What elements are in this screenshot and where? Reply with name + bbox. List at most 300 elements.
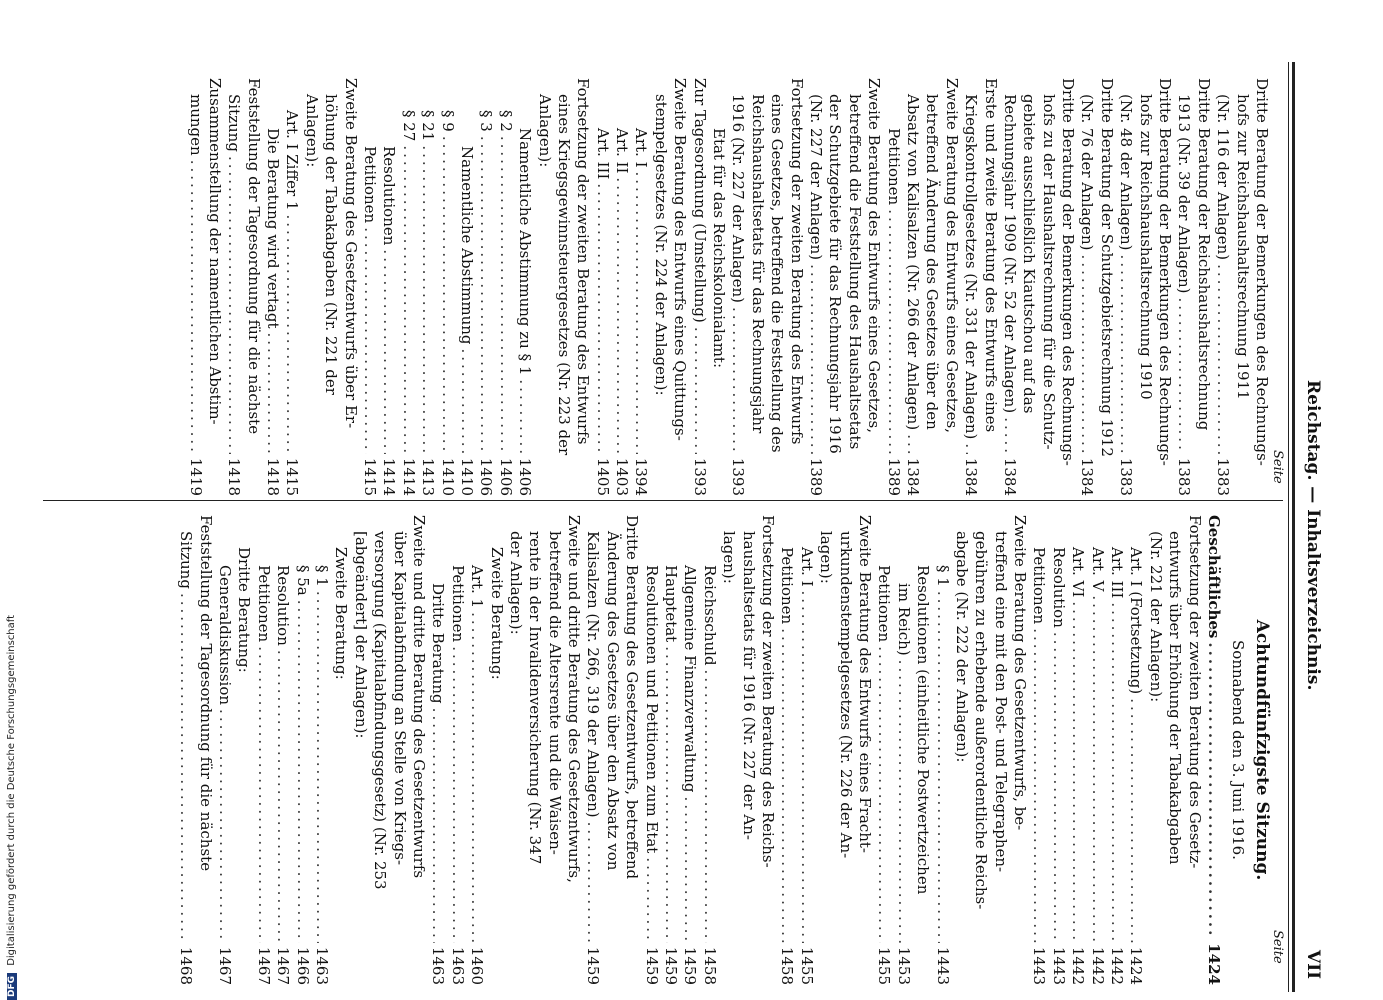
toc-entry <box>1184 515 1203 985</box>
entry-page: 1384 <box>1078 457 1097 496</box>
entry-text: Zusammenstellung der namentlichen Abstim- <box>205 78 224 425</box>
leader-dots <box>689 327 708 454</box>
entry-text: Petitionen <box>884 128 903 206</box>
entry-text: (Nr. 48 der Anlagen) <box>1117 94 1136 251</box>
leader-dots <box>1213 264 1232 454</box>
toc-entry <box>1145 515 1164 985</box>
leader-dots <box>1048 632 1067 943</box>
entry-page: 1410 <box>438 457 457 496</box>
toc-entry <box>661 515 680 985</box>
entry-text: hofs zu der Haushaltsrechnung für die Schutz- <box>1039 94 1058 450</box>
toc-entry <box>1019 78 1038 496</box>
entry-text: mungen <box>186 94 205 156</box>
toc-entry <box>1204 515 1223 985</box>
toc-entry <box>1193 78 1212 496</box>
leader-dots <box>612 177 631 453</box>
entry-text: Dritte Beratung der Bemerkungen des Rechnungs- <box>1059 78 1078 466</box>
entry-text: Petitionen <box>875 565 894 643</box>
toc-entry <box>738 515 757 985</box>
entry-text: treffend eine mit den Post- und Telegraphen- <box>991 531 1010 873</box>
leader-dots <box>777 628 796 943</box>
entry-page: 1406 <box>516 457 535 496</box>
entry-page: 1463 <box>313 946 332 985</box>
leader-dots <box>1000 417 1019 454</box>
toc-entry <box>1155 78 1174 496</box>
toc-entry <box>651 78 670 496</box>
entry-text: betreffend die Feststellung des Haushaltsetats <box>845 94 864 450</box>
toc-entry <box>961 78 980 496</box>
entry-text: Zweite Beratung: <box>332 547 351 680</box>
leader-dots <box>1107 602 1126 942</box>
entry-page: 1393 <box>729 457 748 496</box>
leader-dots <box>1126 698 1145 943</box>
toc-entry <box>1068 515 1087 985</box>
toc-entry <box>767 78 786 496</box>
entry-text: Resolutionen und Petitionen zum Etat <box>642 565 661 854</box>
entry-text: Art. II <box>613 128 632 174</box>
toc-entry <box>370 515 389 985</box>
toc-entry <box>457 78 476 496</box>
entry-text: Kriegskontrollgesetzes (Nr. 331 der Anlagen) <box>962 94 981 440</box>
entry-text: im Reich) <box>894 583 913 656</box>
leader-dots <box>903 434 922 454</box>
leader-dots <box>360 227 379 454</box>
toc-entry <box>573 78 592 496</box>
toc-entry <box>1087 515 1106 985</box>
entry-text: Zweite Beratung des Entwurfs eines Gesetzes, <box>942 78 961 433</box>
toc-entry <box>1126 515 1145 985</box>
leader-dots <box>215 709 234 943</box>
leader-dots <box>592 183 611 453</box>
toc-entry <box>747 78 766 496</box>
toc-entry <box>699 515 718 985</box>
entry-page: 1467 <box>216 946 235 985</box>
entry-text: Zweite und dritte Beratung des Gesetzentwurfs, <box>565 515 584 883</box>
seite-label-right: Seite <box>1270 930 1285 964</box>
toc-entry <box>418 78 437 496</box>
toc-entry <box>544 515 563 985</box>
entry-text: Zweite Beratung des Entwurfs eines Gesetzes, <box>865 78 884 433</box>
leader-dots <box>893 660 912 943</box>
toc-entry <box>1165 515 1184 985</box>
entry-page: 1414 <box>380 457 399 496</box>
entry-text: (Nr. 221 der Anlagen): <box>1146 531 1165 703</box>
leader-dots <box>699 670 718 943</box>
dfg-logo-icon: DFG <box>7 973 17 1000</box>
entry-text: 1916 (Nr. 227 der Anlagen) <box>729 94 748 304</box>
entry-text: urkundenstempelgesetzes (Nr. 226 der An- <box>836 531 855 859</box>
toc-entry <box>680 515 699 985</box>
entry-page: 1394 <box>632 457 651 496</box>
toc-entry <box>321 78 340 496</box>
entry-text: Resolutionen <box>380 146 399 246</box>
leader-dots <box>495 136 514 454</box>
entry-page: 1459 <box>584 946 603 985</box>
toc-entry <box>990 515 1009 985</box>
entry-text: Petitionen <box>778 547 797 625</box>
sidebar-credit <box>6 0 20 1000</box>
entry-text: [abgeändert] der Anlagen): <box>351 531 370 739</box>
entry-text: § 5a <box>293 565 312 596</box>
entry-text: 1913 (Nr. 39 der Anlagen) <box>1175 94 1194 294</box>
entry-text: Sitzung <box>177 531 196 589</box>
toc-entry <box>971 515 990 985</box>
toc-entry <box>670 78 689 496</box>
entry-page: 1466 <box>293 946 312 985</box>
toc-entry <box>243 78 262 496</box>
entry-page: 1443 <box>933 946 952 985</box>
entry-text: Art. I Ziffer 1 <box>283 110 302 211</box>
entry-page: 1415 <box>361 457 380 496</box>
toc-entry <box>1107 515 1126 985</box>
entry-text: lagen): <box>817 531 836 584</box>
toc-entry <box>631 78 650 496</box>
entry-text: Art. I <box>632 128 651 168</box>
toc-entry <box>1174 78 1193 496</box>
toc-entry <box>282 78 301 496</box>
toc-entry <box>758 515 777 985</box>
entry-text: Namentliche Abstimmung <box>457 146 476 345</box>
leader-dots <box>1116 255 1135 454</box>
leader-dots <box>185 160 204 454</box>
entry-text: gebiete ausschließlich Kiautschou auf das <box>1020 94 1039 414</box>
toc-entry <box>263 78 282 496</box>
entry-text: Geschäftliches <box>1205 515 1223 639</box>
entry-text: Zweite Beratung des Gesetzentwurfs, be- <box>1011 515 1030 831</box>
session-title: Achtundfünfzigste Sitzung. <box>1252 619 1272 881</box>
entry-page: 1463 <box>448 946 467 985</box>
toc-entry <box>534 78 553 496</box>
toc-entry <box>825 78 844 496</box>
entry-page: 1455 <box>875 946 894 985</box>
entry-text: Art. III <box>1108 547 1127 599</box>
leader-dots <box>263 333 282 454</box>
entry-text: höhung der Tabakabgaben (Nr. 221 der <box>322 94 341 395</box>
entry-page: 1443 <box>1049 946 1068 985</box>
leader-dots <box>1204 642 1223 939</box>
entry-text: lagen): <box>720 531 739 584</box>
toc-entry <box>689 78 708 496</box>
entry-text: Art. VI <box>1069 547 1088 598</box>
toc-entry <box>777 515 796 985</box>
toc-entry <box>409 515 428 985</box>
credit-text: Digitalisierung gefördert durch die Deutsche Forschungsgemeinschaft <box>6 614 17 966</box>
leader-dots <box>583 822 602 943</box>
toc-entry <box>215 515 234 985</box>
entry-text: Reichshaushaltsetats für das Rechnungsjahr <box>748 94 767 434</box>
entry-text: Hauptetat <box>662 565 681 643</box>
entry-text: haushaltsetats für 1916 (Nr. 227 der An- <box>739 531 758 840</box>
entry-text: Art. 1 <box>468 565 487 609</box>
toc-entry <box>874 515 893 985</box>
entry-page: 1384 <box>962 457 981 496</box>
toc-entry <box>603 515 622 985</box>
entry-text: (Nr. 227 der Anlagen) <box>807 94 826 261</box>
entry-page: 1406 <box>477 457 496 496</box>
entry-page: 1467 <box>274 946 293 985</box>
entry-page: 1463 <box>429 946 448 985</box>
entry-page: 1443 <box>1030 946 1049 985</box>
toc-entry <box>389 515 408 985</box>
entry-text: Dritte Beratung der Bemerkungen des Rechnungs- <box>1156 78 1175 466</box>
entry-text: Feststellung der Tagesordnung für die nächste <box>244 78 263 435</box>
leader-dots <box>1029 628 1048 943</box>
entry-text: § 1 <box>933 565 952 587</box>
toc-entry <box>331 515 350 985</box>
entry-text: Zweite Beratung des Gesetzentwurfs über Er- <box>341 78 360 429</box>
entry-page: 1389 <box>884 457 903 496</box>
entry-page: 1442 <box>1069 946 1088 985</box>
leader-dots <box>961 443 980 453</box>
leader-dots <box>457 349 476 454</box>
leader-dots <box>1174 297 1193 453</box>
leader-dots <box>1077 255 1096 454</box>
toc-entry <box>583 515 602 985</box>
toc-entry <box>1232 78 1251 496</box>
entry-page: 1460 <box>468 946 487 985</box>
toc-entry <box>806 78 825 496</box>
toc-entry <box>1077 78 1096 496</box>
entry-text: Anlagen): <box>535 94 554 168</box>
toc-entry <box>980 78 999 496</box>
entry-text: Resolution <box>274 565 293 646</box>
entry-page: 1459 <box>642 946 661 985</box>
entry-text: § 1 <box>313 565 332 587</box>
entry-text: Etat für das Reichskolonialamt: <box>710 128 729 368</box>
leader-dots <box>728 307 747 454</box>
toc-entry <box>864 78 883 496</box>
entry-text: Reichsschuld <box>700 565 719 666</box>
entry-page: 1383 <box>1214 457 1233 496</box>
toc-entry <box>224 78 243 496</box>
toc-entry <box>447 515 466 985</box>
entry-page: 1424 <box>1205 943 1223 985</box>
toc-entry <box>1029 515 1048 985</box>
entry-text: über Kapitalabfindung an Stelle von Kriegs- <box>390 531 409 866</box>
leader-dots <box>398 145 417 453</box>
top-rule <box>1292 62 1295 992</box>
entry-text: rente in der Invalidenversicherung (Nr. 347 <box>526 531 545 865</box>
toc-entry <box>292 515 311 985</box>
entry-text: § 9 <box>438 110 457 132</box>
entry-page: 1389 <box>807 457 826 496</box>
leader-dots <box>282 215 301 454</box>
toc-entry <box>1048 515 1067 985</box>
entry-page: 1455 <box>797 946 816 985</box>
leader-dots <box>796 591 815 943</box>
entry-page: 1458 <box>700 946 719 985</box>
toc-entry <box>592 78 611 496</box>
leader-dots <box>476 136 495 454</box>
entry-page: 1410 <box>457 457 476 496</box>
entry-page: 1418 <box>225 457 244 496</box>
right-column <box>176 515 1271 985</box>
entry-text: hofs zur Reichshaushaltsrechnung 1911 <box>1233 94 1252 400</box>
leader-dots <box>467 612 486 943</box>
toc-entry <box>301 78 320 496</box>
toc-entry <box>467 515 486 985</box>
toc-entry <box>312 515 331 985</box>
entry-text: Namentliche Abstimmung zu § 1 <box>516 128 535 376</box>
toc-entry <box>913 515 932 985</box>
entry-text: Petitionen <box>1030 547 1049 625</box>
toc-entry <box>379 78 398 496</box>
entry-page: 1418 <box>264 457 283 496</box>
leader-dots <box>1068 601 1087 942</box>
entry-text: Petitionen <box>448 565 467 643</box>
toc-entry <box>234 515 253 985</box>
entry-text: Zweite Beratung des Entwurfs eines Quittungs- <box>671 78 690 441</box>
toc-entry <box>893 515 912 985</box>
entry-text: Dritte Beratung der Bemerkungen des Rechnungs- <box>1253 78 1271 466</box>
toc-entry <box>612 78 631 496</box>
entry-text: Dritte Beratung des Gesetzentwurfs, betreffend <box>623 515 642 880</box>
toc-entry <box>1038 78 1057 496</box>
toc-entry <box>437 78 456 496</box>
toc-entry <box>564 515 583 985</box>
entry-page: 1453 <box>894 946 913 985</box>
entry-page: 1467 <box>254 946 273 985</box>
entry-page: 1468 <box>177 946 196 985</box>
entry-text: (Nr. 116 der Anlagen) <box>1214 94 1233 261</box>
entry-text: Dritte Beratung: <box>235 547 254 673</box>
toc-entry <box>340 78 359 496</box>
leader-dots <box>224 156 243 454</box>
entry-page: 1442 <box>1108 946 1127 985</box>
leader-dots <box>661 646 680 943</box>
entry-text: betreffend Änderung des Gesetzes über den <box>923 94 942 430</box>
entry-text: § 21 <box>419 110 438 142</box>
entry-text: Resolution <box>1049 547 1068 628</box>
toc-entry <box>1000 78 1019 496</box>
entry-text: Art. III <box>593 128 612 180</box>
entry-page: 1424 <box>1127 946 1146 985</box>
leader-dots <box>874 646 893 943</box>
toc-entry <box>253 515 272 985</box>
entry-text: § 3 <box>477 110 496 132</box>
toc-entry <box>273 515 292 985</box>
entry-page: 1406 <box>496 457 515 496</box>
entry-page: 1393 <box>690 457 709 496</box>
toc-entry <box>195 515 214 985</box>
entry-page: 1405 <box>593 457 612 496</box>
toc-entry <box>709 78 728 496</box>
entry-page: 1383 <box>1117 457 1136 496</box>
entry-text: Absatz von Kalisalzen (Nr. 266 der Anlagen) <box>903 94 922 431</box>
entry-text: abgabe (Nr. 222 der Anlagen): <box>952 531 971 763</box>
leader-dots <box>641 857 660 942</box>
entry-text: Sitzung <box>225 94 244 152</box>
entry-page: 1413 <box>419 457 438 496</box>
toc-entry <box>816 515 835 985</box>
session-date: Sonnabend den 3. Juni 1916. <box>1229 640 1247 860</box>
page-header: Reichstag. — Inhaltsverzeichnis. <box>1303 380 1323 691</box>
toc-entry <box>185 78 204 496</box>
entry-text: der Schutzgebiete für das Rechnungsjahr 1916 <box>826 94 845 454</box>
toc-entry <box>883 78 902 496</box>
toc-entry <box>952 515 971 985</box>
entry-text: Art. I (Fortsetzung) <box>1127 547 1146 695</box>
leader-dots <box>437 136 456 454</box>
entry-text: Kalisalzen (Nr. 266, 319 der Anlagen) <box>584 531 603 818</box>
toc-entry <box>205 78 224 496</box>
entry-text: betreffend die Altersrente und die Waisen- <box>545 531 564 855</box>
left-column <box>185 78 1271 496</box>
toc-entry <box>719 515 738 985</box>
entry-text: Fortsetzung der zweiten Beratung des Reichs- <box>759 515 778 868</box>
toc-entry <box>796 515 815 985</box>
toc-entry <box>855 515 874 985</box>
leader-dots <box>176 593 195 943</box>
toc-entry <box>515 78 534 496</box>
toc-entry <box>728 78 747 496</box>
top-rule-thin <box>1288 62 1289 992</box>
entry-text: eines Kriegsgewinnsteuergesetzes (Nr. 223 der <box>554 94 573 456</box>
entry-text: stempelgesetzes (Nr. 224 der Anlagen): <box>651 94 670 396</box>
toc-entry <box>1096 78 1115 496</box>
leader-dots <box>932 591 951 943</box>
toc-entry <box>1058 78 1077 496</box>
leader-dots <box>515 379 534 453</box>
leader-dots <box>312 591 331 943</box>
entry-text: Anlagen): <box>302 94 321 168</box>
leader-dots <box>680 797 699 943</box>
entry-text: eines Gesetzes, betreffend die Feststellung des <box>768 94 787 453</box>
entry-text: Petitionen <box>254 565 273 643</box>
toc-entry <box>506 515 525 985</box>
toc-entry <box>903 78 922 496</box>
entry-text: Rechnungsjahr 1909 (Nr. 52 der Anlagen) <box>1000 94 1019 414</box>
entry-page: 1419 <box>186 457 205 496</box>
toc-entry <box>941 78 960 496</box>
toc-entry <box>835 515 854 985</box>
entry-text: § 27 <box>399 110 418 142</box>
column-divider <box>43 500 1283 501</box>
entry-text: Zweite Beratung des Entwurfs eines Fracht- <box>855 515 874 853</box>
toc-entry <box>922 78 941 496</box>
entry-text: Dritte Beratung <box>429 583 448 704</box>
entry-page: 1384 <box>1000 457 1019 496</box>
right-entries <box>176 515 1223 985</box>
toc-entry <box>786 78 805 496</box>
toc-entry <box>622 515 641 985</box>
entry-page: 1458 <box>778 946 797 985</box>
leader-dots <box>418 145 437 453</box>
entry-page: 1442 <box>1088 946 1107 985</box>
entry-text: Die Beratung wird vertagt <box>264 128 283 329</box>
entry-page: 1383 <box>1175 457 1194 496</box>
entry-page: 1384 <box>903 457 922 496</box>
leader-dots <box>631 172 650 454</box>
entry-text: Zweite Beratung: <box>487 547 506 680</box>
entry-text: Fortsetzung der zweiten Beratung des Entwurfs <box>574 78 593 445</box>
entry-text: Zur Tagesordnung (Umstellung) <box>690 78 709 323</box>
entry-text: Erste und zweite Beratung des Entwurfs eines <box>981 78 1000 433</box>
toc-entry <box>1010 515 1029 985</box>
toc-entry <box>486 515 505 985</box>
entry-text: Petitionen <box>361 146 380 224</box>
entry-text: gebühren zu erhebende außerordentliche Reichs- <box>972 531 991 910</box>
toc-entry <box>525 515 544 985</box>
entry-text: (Nr. 76 der Anlagen) <box>1078 94 1097 251</box>
entry-text: Änderung des Gesetzes über den Absatz von <box>603 531 622 871</box>
toc-entry <box>1116 78 1135 496</box>
entry-page: 1403 <box>613 457 632 496</box>
entry-page: 1414 <box>399 457 418 496</box>
entry-text: Art. V <box>1088 547 1107 592</box>
leader-dots <box>379 249 398 453</box>
entry-text: der Anlagen): <box>506 531 525 635</box>
